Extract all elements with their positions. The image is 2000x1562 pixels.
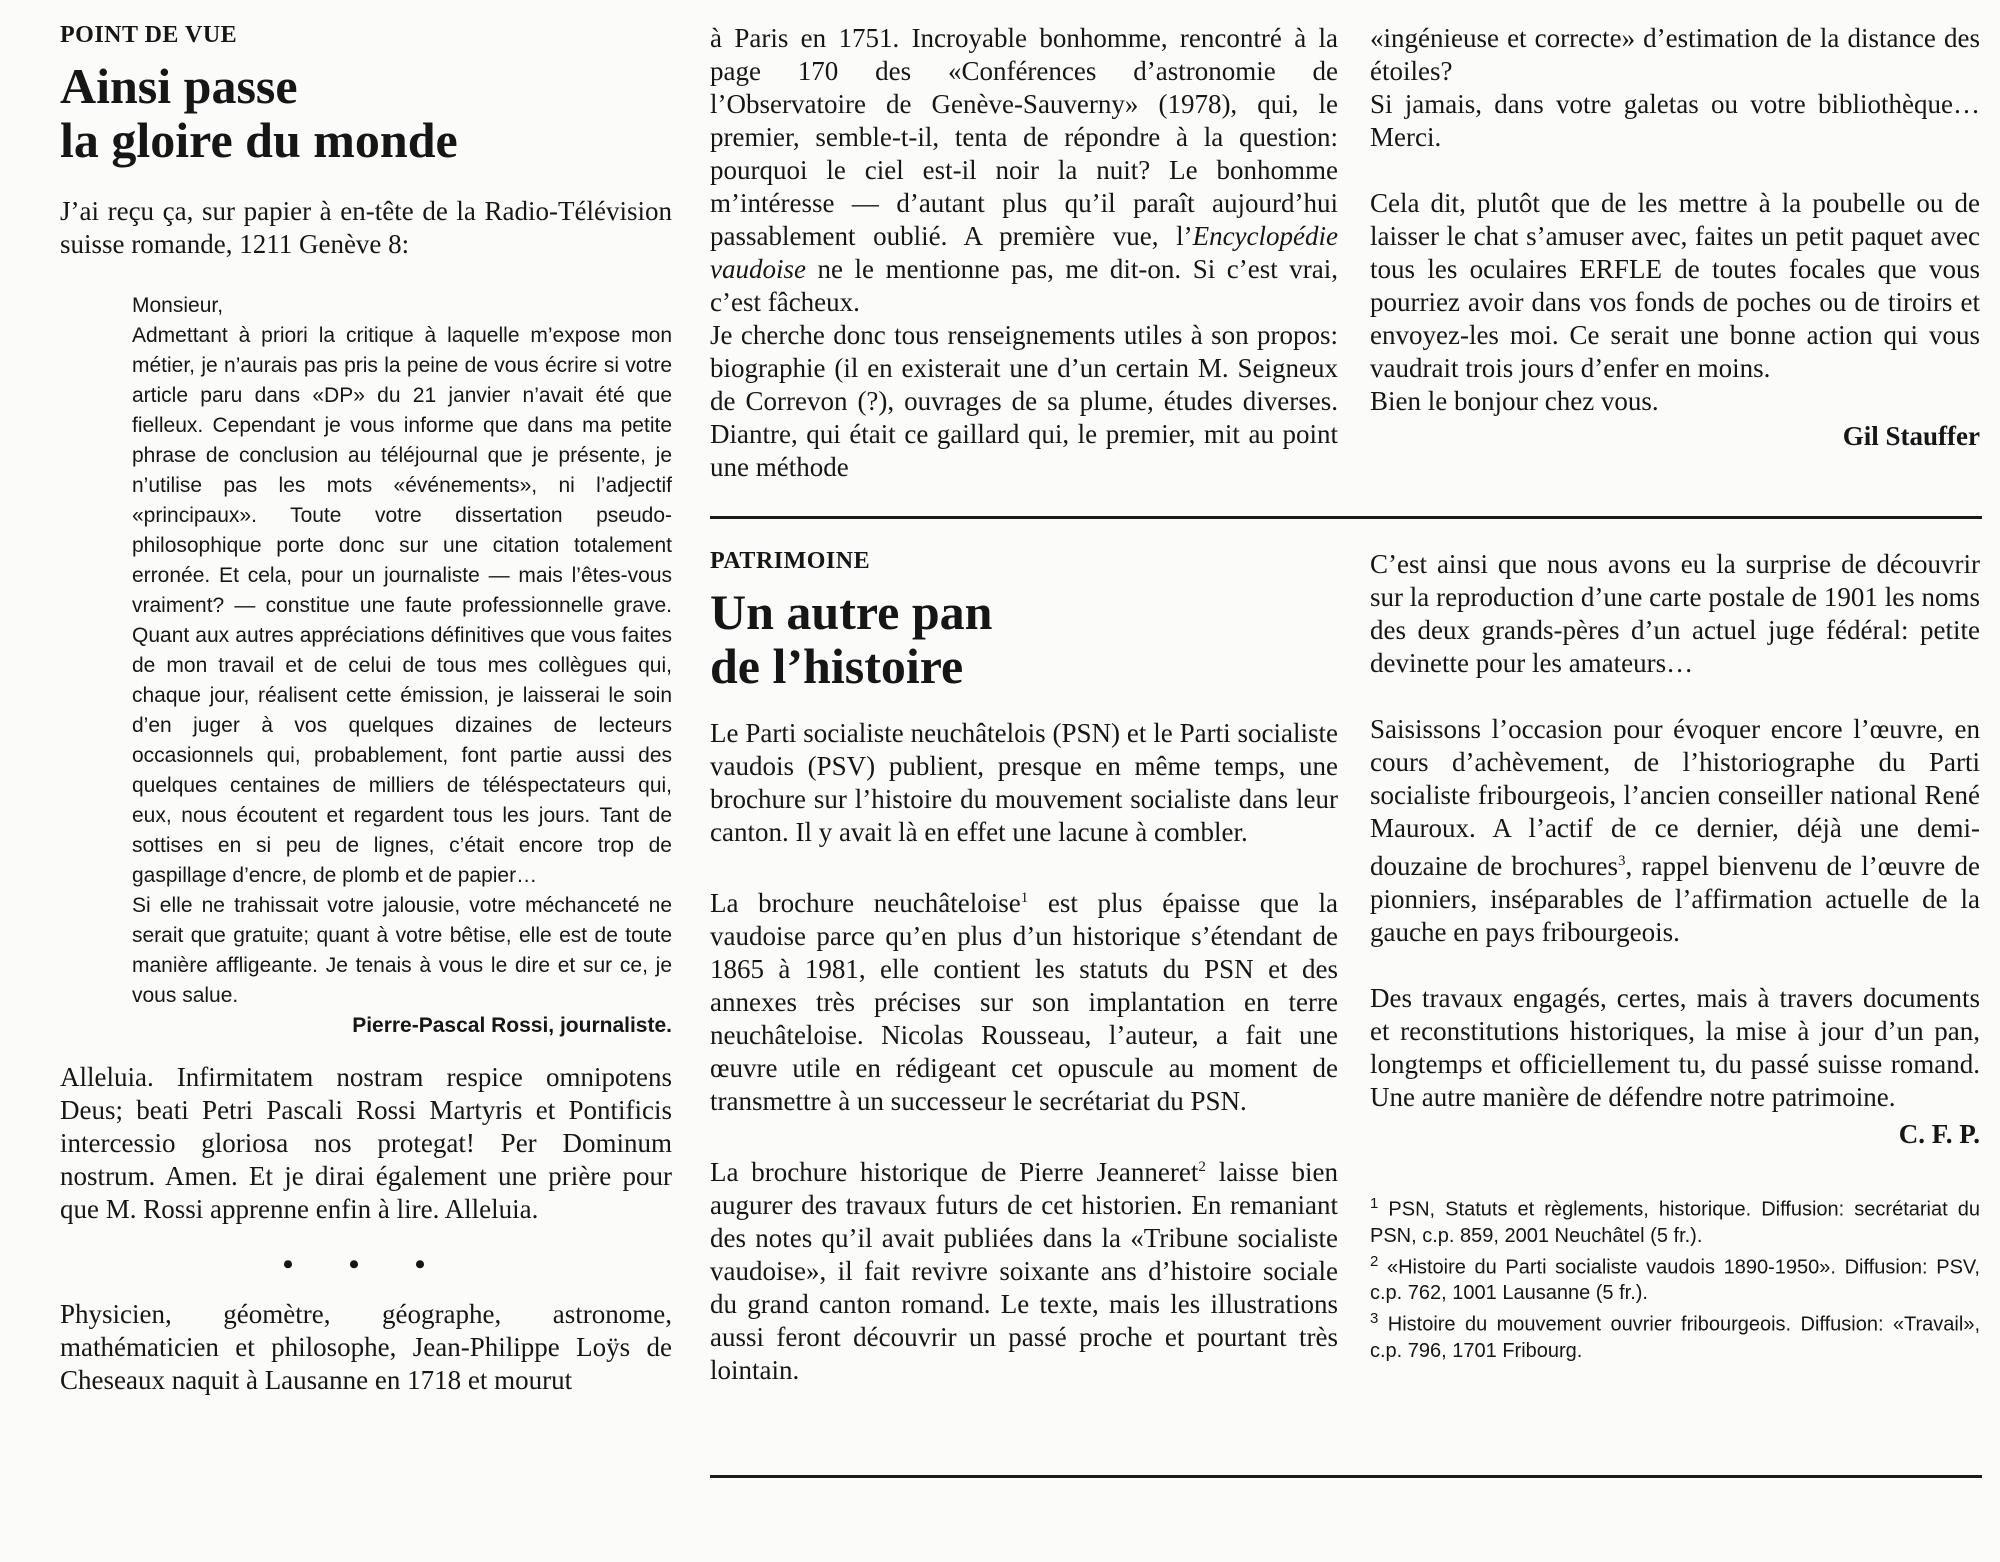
loys-start [60, 1298, 672, 1398]
patrimoine-paragraph-5 [1370, 713, 1980, 949]
patrimoine-body-left [710, 717, 1338, 1387]
footnote-text-1: PSN, Statuts et règlements, historique. Diffusion: secrétariat du PSN, c.p. 859, 2001 Neuchâtel (5 fr.). [1370, 1198, 1980, 1247]
footnote-3 [1370, 1306, 1980, 1364]
p2-end: est plus épaisse que la vaudoise parce qu’en plus d’un historique s’étendant de 1865 à 1981, elle contient les statuts du PSN et des annexes très précises sur son implantation en terre neuchâteloise. Nicolas Rousseau, l’auteur, a fait une œuvre utile en rédigeant cet opuscule au moment de transmettre à un successeur le secrétariat du PSN. [710, 888, 1338, 1116]
patrimoine-title-line-1: Un autre pan [710, 584, 993, 640]
column-1 [60, 22, 672, 1398]
letter-signature: Pierre-Pascal Rossi, journaliste. [352, 1014, 672, 1037]
intro-paragraph: J’ai reçu ça, sur papier à en-tête de la Radio-Télévision suisse romande, 1211 Genève 8: [60, 196, 672, 259]
patrimoine-paragraph-3 [710, 1151, 1338, 1387]
p5-end: , rappel bienvenu de l’œuvre de pionniers, inséparables de l’affirmation actuelle de la gauche en pays fribourgeois. [1370, 851, 1980, 947]
p3-end: laisse bien augurer des travaux futurs de cet historien. En remaniant des notes qu’il avait publiées dans la «Tribune socialiste vaudoise», il fait revivre soixante ans d’histoire sociale du grand canton romand. Le texte, mais les illustrations aussi feront découvrir un passé proche et pourtant très lointain. [710, 1157, 1338, 1385]
letter-paragraph-2: Si elle ne trahissait votre jalousie, votre méchanceté ne serait que gratuite; quant à votre bêtise, elle est de toute manière affligeante. Je tenais à vous le dire et sur ce, je vous salue. [132, 894, 672, 1007]
footnote-ref-1: 1 [1020, 890, 1029, 906]
footnote-2 [1370, 1249, 1980, 1307]
patrimoine-paragraph-4: C’est ainsi que nous avons eu la surprise de découvrir sur la reproduction d’une carte postale de 1901 les noms des deux grands-pères d’un actuel juge fédéral: petite devinette pour les amateurs… [1370, 549, 1980, 678]
footnote-ref-2: 2 [1198, 1159, 1206, 1175]
p5-start: Saisissons l’occasion pour évoquer encore l’œuvre, en cours d’achèvement, de l’historiographe du Parti socialiste fribourgeois, l’ancien conseiller national René Mauroux. A l’actif de ce dernier, déjà une demi-douzaine de brochures [1370, 714, 1980, 881]
horizontal-rule-bottom [710, 1475, 1982, 1478]
alleluia-block [60, 1061, 672, 1226]
footnote-text-2: «Histoire du Parti socialiste vaudois 1890-1950». Diffusion: PSV, c.p. 762, 1001 Lausanne (5 fr.). [1370, 1256, 1980, 1305]
footnote-mark-3: 3 [1370, 1310, 1379, 1328]
quoted-letter [132, 291, 672, 1041]
letter-salutation: Monsieur, [132, 294, 224, 317]
patrimoine-paragraph-6: Des travaux engagés, certes, mais à travers documents et reconstitutions historiques, la mise à jour d’un pan, longtemps et officiellement tu, du passé suisse romand. Une autre manière de défendre notre patrimoine. [1370, 983, 1980, 1112]
footnotes [1370, 1191, 1980, 1364]
letter-paragraph-1: Admettant à priori la critique à laquelle m’expose mon métier, je n’aurais pas pris la peine de vous écrire si votre article paru dans «DP» du 21 janvier n’avait été que fielleux. Cependant je vous informe que dans ma petite phrase de conclusion au téléjournal que je présente, je n’utilise pas les mots «événements», ni l’adjectif «principaux». Toute votre dissertation pseudo-philosophique porte donc sur une citation totalement erronée. Et cela, pour un journaliste — mais l’êtes-vous vraiment? — constitue une faute professionnelle grave. Quant aux autres appréciations définitives que vous faites de mon travail et de celui de tous mes collègues qui, chaque jour, réalisent cette émission, je laisserai le soin d’en juger à vos quelques dizaines de lecteurs occasionnels qui, probablement, font partie aussi des quelques centaines de milliers de téléspectateurs qui, eux, nous écoutent et regardent tous les jours. Tant de sottises en si peu de lignes, c’était encore trop de gaspillage d’encre, de plomb et de papier… [132, 324, 672, 887]
loys-request-paragraph: Je cherche donc tous renseignements utiles à son propos: biographie (il en existerait une d’un certain M. Seigneux de Correvon (?), ouvrages de sa plume, études diverses. Diantre, qui était ce gaillard qui, le premier, mit au point une méthode [710, 320, 1338, 482]
separator-dots: • • • [282, 1248, 450, 1281]
loys-paragraph-start: Physicien, géomètre, géographe, astronome, mathématicien et philosophe, Jean-Philippe Loÿs de Cheseaux naquit à Lausanne en 1718 et mourut [60, 1299, 672, 1395]
p2-start: La brochure neuchâteloise [710, 888, 1021, 918]
patrimoine-paragraph-2 [710, 882, 1338, 1118]
footnote-1 [1370, 1191, 1980, 1249]
loys-request-continued: «ingénieuse et correcte» d’estimation de la distance des étoiles? [1370, 23, 1980, 86]
patrimoine-title [710, 585, 1338, 693]
alleluia-paragraph: Alleluia. Infirmitatem nostram respice omnipotens Deus; beati Petri Pascali Rossi Martyris et Pontificis intercessio gloriosa nos protegat! Per Dominum nostrum. Amen. Et je dirai également une prière pour que M. Rossi apprenne enfin à lire. Alleluia. [60, 1062, 672, 1224]
patrimoine-author: C. F. P. [1898, 1119, 1980, 1149]
loys-paragraph-end: ne le mentionne pas, me dit-on. Si c’est vrai, c’est fâcheux. [710, 254, 1338, 317]
article-title [60, 59, 672, 167]
intro-block [60, 195, 672, 261]
patrimoine-paragraph-1: Le Parti socialiste neuchâtelois (PSN) et le Parti socialiste vaudois (PSV) publient, presque en même temps, une brochure sur l’histoire du mouvement socialiste dans leur canton. Il y avait là en effet une lacune à combler. [710, 718, 1338, 847]
footnote-text-3: Histoire du mouvement ouvrier fribourgeois. Diffusion: «Travail», c.p. 796, 1701 Fribourg. [1370, 1313, 1980, 1362]
footnote-ref-3: 3 [1617, 853, 1626, 869]
patrimoine-title-line-2: de l’histoire [710, 638, 964, 694]
column-2-top [710, 22, 1338, 484]
patrimoine-column-right [1370, 548, 1980, 1364]
erfle-paragraph: Cela dit, plutôt que de les mettre à la poubelle ou de laisser le chat s’amuser avec, faites un petit paquet avec tous les oculaires ERFLE de toutes focales que vous pourriez avoir dans vos fonds de poches ou de tiroirs et envoyez-les moi. Ce serait une bonne action qui vous vaudrait trois jours d’enfer en moins. [1370, 188, 1980, 383]
patrimoine-kicker: PATRIMOINE [710, 548, 871, 574]
title-line-1: Ainsi passe [60, 58, 298, 114]
encyclopedie-title: Encyclopédie vaudoise [710, 221, 1338, 284]
patrimoine-body-right [1370, 548, 1980, 1151]
patrimoine-column-left [710, 548, 1338, 1387]
loys-paragraph-continued: à Paris en 1751. Incroyable bonhomme, rencontré à la page 170 des «Conférences d’astronomie de l’Observatoire de Genève-Sauverny» (1978), qui, le premier, semble-t-il, tenta de répondre à la question: pourquoi le ciel est-il noir la nuit? Le bonhomme m’intéresse — d’autant plus qu’il paraît aujourd’hui passablement oublié. A première vue, l’Encyclopédie vaudoise ne le mentionne pas, me dit-on. Si c’est vrai, c’est fâcheux. [710, 23, 1338, 317]
horizontal-rule-top [710, 516, 1982, 519]
footnote-mark-2: 2 [1370, 1252, 1379, 1270]
bonjour-line: Bien le bonjour chez vous. [1370, 386, 1659, 416]
p3-start: La brochure historique de Pierre Jeanneret [710, 1157, 1199, 1187]
section-kicker: POINT DE VUE [60, 22, 238, 48]
title-line-2: la gloire du monde [60, 112, 458, 168]
galetas-paragraph: Si jamais, dans votre galetas ou votre bibliothèque… Merci. [1370, 89, 1980, 152]
author-signature: Gil Stauffer [1842, 421, 1980, 451]
footnote-mark-1: 1 [1370, 1195, 1379, 1212]
column-3-top [1370, 22, 1980, 453]
